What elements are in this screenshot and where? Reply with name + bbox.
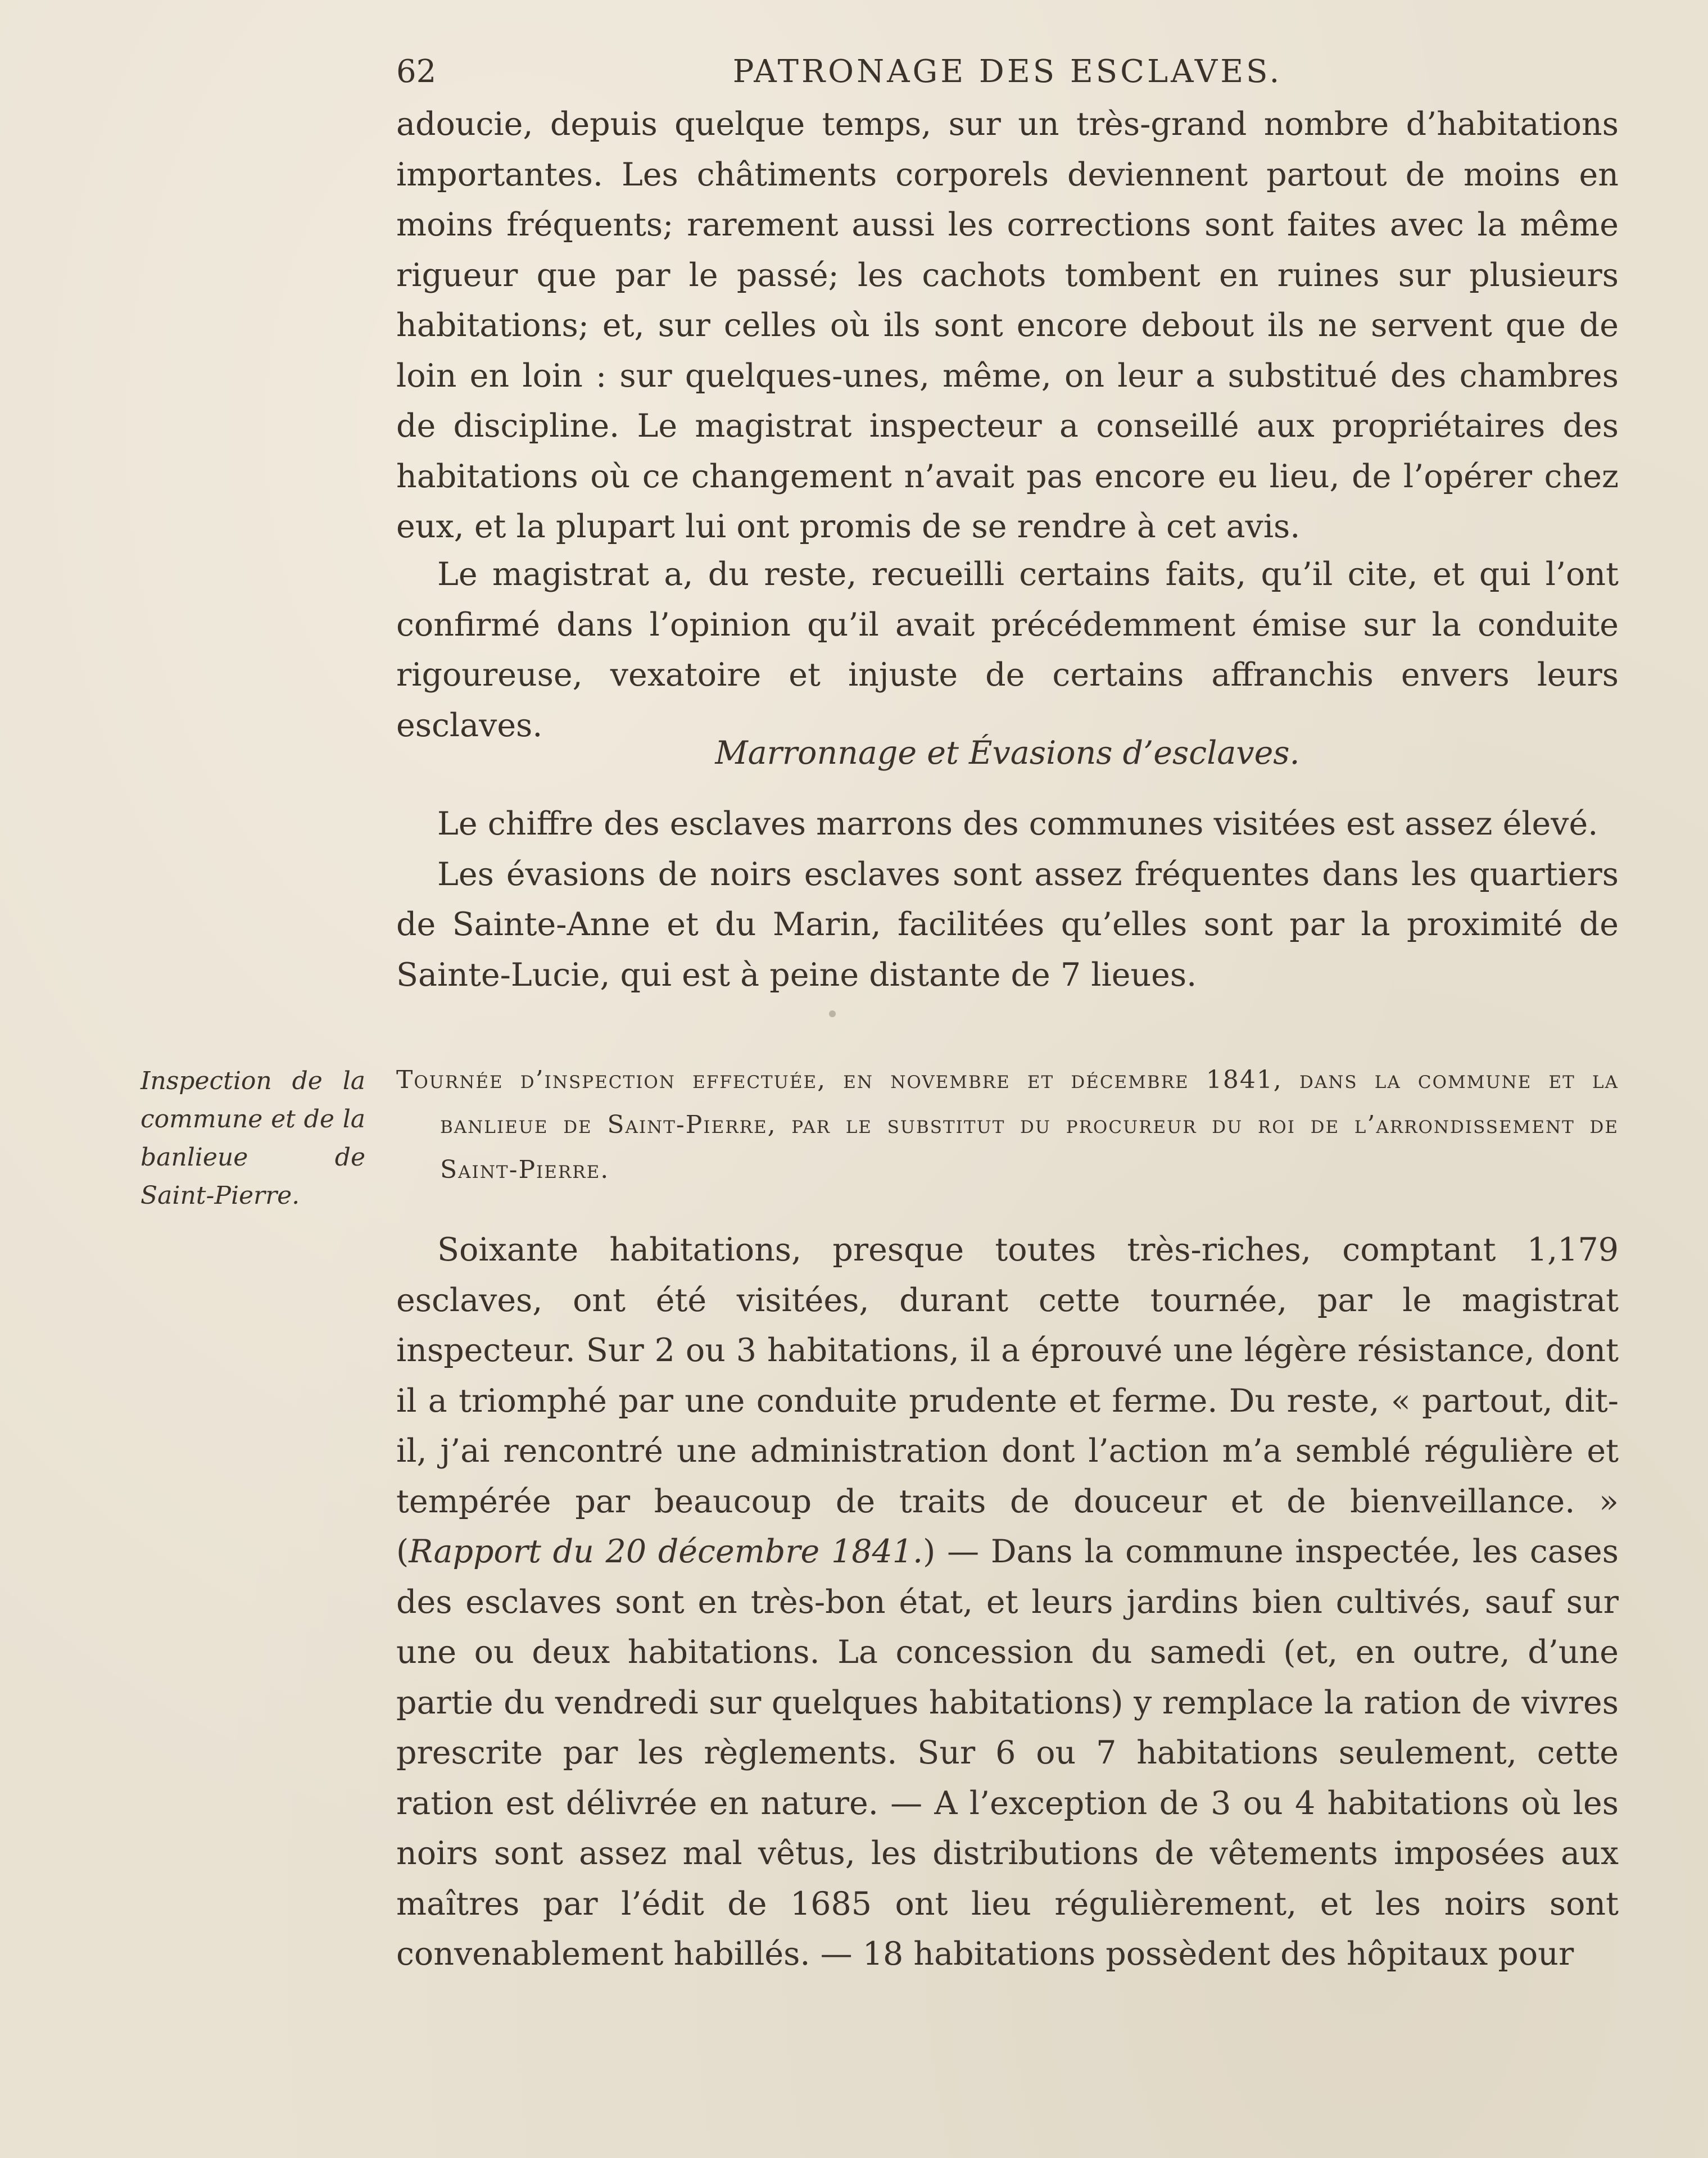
paragraph-1: adoucie, depuis quelque temps, sur un très-grand nombre d’habitations importantes. Les châtiments corporels deviennent partout de moins en moins fréquents; rarement aussi les corrections sont faites avec la même rigueur que par le passé; les cachots tombent en ruines sur plusieurs habitations; et, sur celles où ils sont encore debout ils ne servent que de loin en loin : sur quelques-unes, même, on leur a substitué des chambres de discipline. Le magistrat inspecteur a conseillé aux propriétaires des habitations où ce changement n’avait pas encore eu lieu, de l’opérer chez eux, et la plupart lui ont promis de se rendre à cet avis. — [396, 106, 1619, 545]
paragraph-5 — [396, 1225, 1619, 1980]
paragraph-block-1 — [396, 99, 1619, 552]
report-citation: Rapport du 20 décembre 1841. — [409, 1533, 923, 1570]
paragraph-block-4 — [396, 1225, 1619, 1980]
paragraph-5-part-1: Soixante habitations, presque toutes très-riches, comptant 1,179 esclaves, ont été visitées, durant cette tournée, par le magistrat inspecteur. Sur 2 ou 3 habitations, il a éprouvé une légère résistance, dont il a triomphé par une conduite prudente et ferme. Du reste, « partout, dit-il, j’ai rencontré une administration dont l’action m’a semblé régulière et tempérée par beaucoup de traits de douceur et de bienveillance. » ( — [396, 1231, 1619, 1570]
page-header — [396, 49, 1619, 94]
section-heading-marronnage: Marronnage et Évasions d’esclaves. — [715, 735, 1300, 772]
paragraph-block-3 — [396, 799, 1619, 1000]
paragraph-2: Le magistrat a, du reste, recueilli certains faits, qu’il cite, et qui l’ont confirmé dans l’opinion qu’il avait précédemment émise sur la conduite rigoureuse, vexatoire et injuste de certains affranchis envers leurs esclaves. — [396, 556, 1619, 744]
inspection-heading-text: Tournée d’inspection effectuée, en novembre et décembre 1841, dans la commune et la banlieue de Saint-Pierre, par le substitut du procureur du roi de l’arrondissement de Saint-Pierre. — [396, 1066, 1619, 1184]
page-number: 62 — [396, 53, 437, 90]
running-title: PATRONAGE DES ESCLAVES. — [732, 53, 1283, 90]
inspection-heading — [396, 1058, 1619, 1193]
paragraph-5-part-2: ) — Dans la commune inspectée, les cases des esclaves sont en très-bon état, et leurs jardins bien cultivés, sauf sur une ou deux habitations. La concession du samedi (et, en outre, d’une partie du vendredi sur quelques habitations) y remplace la ration de vivres prescrite par les règlements. Sur 6 ou 7 habitations seulement, cette ration est délivrée en nature. — A l’exception de 3 ou 4 habitations où les noirs sont assez mal vêtus, les distributions de vêtements imposées aux maîtres par l’édit de 1685 ont lieu régulièrement, et les noirs sont convenablement habillés. — 18 habitations possèdent des hôpitaux pour — [396, 1533, 1619, 1973]
paragraph-4: Les évasions de noirs esclaves sont assez fréquentes dans les quartiers de Sainte-Anne et du Marin, facilitées qu’elles sont par la proximité de Sainte-Lucie, qui est à peine distante de 7 lieues. — [396, 855, 1619, 994]
paragraph-3: Le chiffre des esclaves marrons des communes visitées est assez élevé. — [437, 805, 1598, 842]
paragraph-block-2 — [396, 550, 1619, 751]
margin-note: Inspection de la commune et de la banlieue de Saint-Pierre. — [141, 1067, 365, 1210]
ornament-dot — [829, 1010, 836, 1017]
